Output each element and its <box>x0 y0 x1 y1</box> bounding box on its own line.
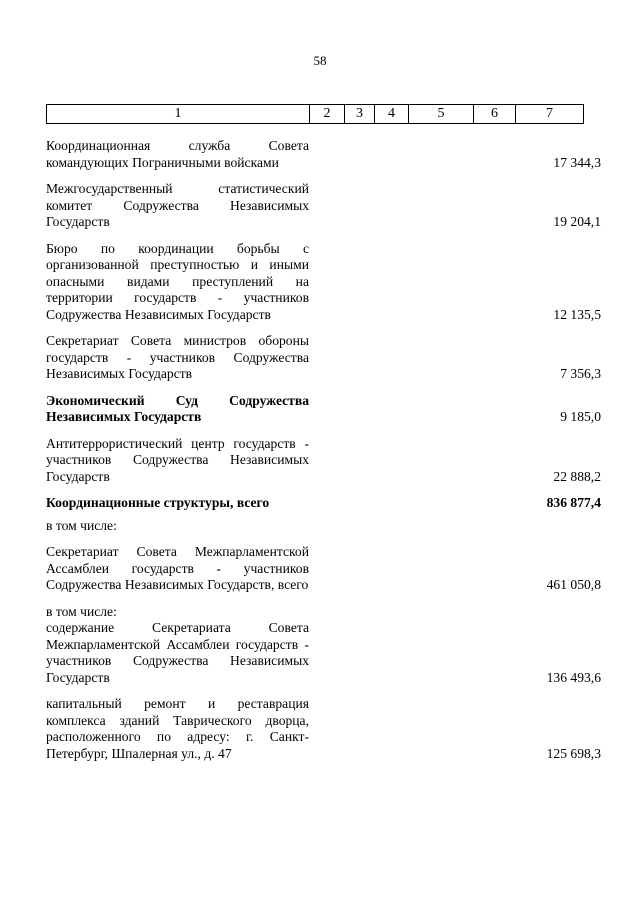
row-amount: 9 185,0 <box>560 409 601 424</box>
column-header-1: 1 <box>47 105 310 123</box>
table-row <box>46 436 601 486</box>
column-header-4: 4 <box>375 105 409 123</box>
row-label: в том числе: <box>46 517 117 533</box>
table-body <box>46 138 601 772</box>
table-row <box>46 138 601 171</box>
row-label: Секретариат Совета министров обороны государств - участников Содружества Независимых Государств <box>46 333 309 381</box>
table-row <box>46 620 601 686</box>
table-row <box>46 181 601 231</box>
row-label: Секретариат Совета Межпарламентской Ассамблеи государств - участников Содружества Независимых Государств, всего <box>46 544 309 592</box>
row-amount: 22 888,2 <box>553 468 601 484</box>
table-row <box>46 604 601 621</box>
row-label: Антитеррористический центр государств - участников Содружества Независимых Государств <box>46 435 309 484</box>
column-header-2: 2 <box>310 105 345 123</box>
row-amount: 836 877,4 <box>546 495 601 510</box>
row-label: Бюро по координации борьбы с организованной преступностью и иными опасными видами преступлений на территории государств - участников Содружества Независимых Государств <box>46 240 309 322</box>
row-amount: 125 698,3 <box>546 745 601 761</box>
row-amount: 17 344,3 <box>553 154 601 170</box>
table-row <box>46 393 601 426</box>
table-row <box>46 333 601 383</box>
row-amount: 461 050,8 <box>546 577 601 592</box>
row-amount: 7 356,3 <box>560 366 601 381</box>
row-label: в том числе: <box>46 603 117 619</box>
column-header-3: 3 <box>345 105 375 123</box>
table-header <box>46 104 584 124</box>
row-label: Координационные структуры, всего <box>46 495 270 510</box>
table-row <box>46 241 601 324</box>
row-label: Координационная служба Совета командующих Пограничными войсками <box>46 138 309 170</box>
row-label: капитальный ремонт и реставрация комплекса зданий Таврического дворца, расположенного по адресу: г. Санкт-Петербург, Шпалерная ул., д. 47 <box>46 696 309 761</box>
page-number: 58 <box>313 53 327 68</box>
row-label: содержание Секретариата Совета Межпарламентской Ассамблеи государств - участников Содружества Независимых Государств <box>46 620 309 685</box>
row-amount: 136 493,6 <box>546 669 601 685</box>
row-amount: 19 204,1 <box>553 214 601 229</box>
table-row <box>46 518 601 535</box>
row-amount: 12 135,5 <box>553 306 601 322</box>
column-header-5: 5 <box>409 105 474 123</box>
column-header-6: 6 <box>474 105 516 123</box>
row-label: Экономический Суд Содружества Независимых Государств <box>46 392 309 424</box>
table-row-total <box>46 495 601 512</box>
row-label: Межгосударственный статистический комитет Содружества Независимых Государств <box>46 181 309 229</box>
table-row <box>46 544 601 594</box>
table-row <box>46 696 601 762</box>
column-header-7: 7 <box>546 106 553 121</box>
